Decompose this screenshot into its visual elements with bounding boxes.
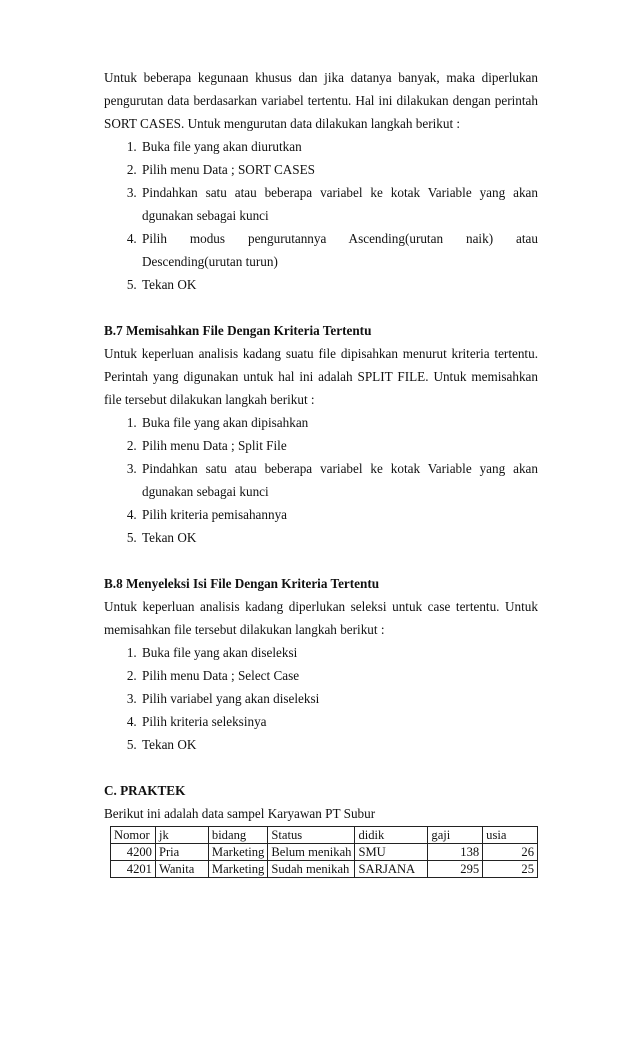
list-item: 1. Buka file yang akan dipisahkan bbox=[140, 411, 538, 434]
table-header-cell: didik bbox=[355, 827, 428, 844]
table-cell: Marketing bbox=[208, 844, 267, 861]
list-item: 4. Pilih modus pengurutannya Ascending(urutan naik) atau Descending(urutan turun) bbox=[140, 227, 538, 273]
list-item: 2. Pilih menu Data ; Select Case bbox=[140, 664, 538, 687]
table-cell: 4200 bbox=[111, 844, 156, 861]
table-cell: Wanita bbox=[155, 861, 208, 878]
table-cell: 138 bbox=[428, 844, 483, 861]
table-header-cell: Nomor bbox=[111, 827, 156, 844]
intro-paragraph: Untuk beberapa kegunaan khusus dan jika datanya banyak, maka diperlukan pengurutan data berdasarkan variabel tertentu. Hal ini dilakukan dengan perintah SORT CASES. Untuk mengurutan data dilakukan langkah berikut : bbox=[104, 70, 538, 131]
select-steps-list bbox=[104, 641, 538, 756]
table-cell: SMU bbox=[355, 844, 428, 861]
praktek-intro: Berikut ini adalah data sampel Karyawan PT Subur bbox=[104, 806, 376, 821]
list-item: 5. Tekan OK bbox=[140, 733, 538, 756]
list-item: 4. Pilih kriteria seleksinya bbox=[140, 710, 538, 733]
list-item: 1. Buka file yang akan diseleksi bbox=[140, 641, 538, 664]
table-cell: 25 bbox=[483, 861, 538, 878]
table-header-cell: usia bbox=[483, 827, 538, 844]
section-heading-b7: B.7 Memisahkan File Dengan Kriteria Tertentu bbox=[104, 323, 372, 338]
table-cell: Sudah menikah bbox=[268, 861, 355, 878]
list-item: 4. Pilih kriteria pemisahannya bbox=[140, 503, 538, 526]
split-steps-list bbox=[104, 411, 538, 549]
list-item: 1. Buka file yang akan diurutkan bbox=[140, 135, 538, 158]
b7-paragraph: Untuk keperluan analisis kadang suatu file dipisahkan menurut kriteria tertentu. Perintah yang digunakan untuk hal ini adalah SPLIT FILE. Untuk memisahkan file tersebut dilakukan langkah berikut : bbox=[104, 346, 538, 407]
table-cell: 295 bbox=[428, 861, 483, 878]
table-cell: Belum menikah bbox=[268, 844, 355, 861]
list-item: 5. Tekan OK bbox=[140, 273, 538, 296]
list-item: 2. Pilih menu Data ; Split File bbox=[140, 434, 538, 457]
employee-data-table bbox=[110, 826, 538, 878]
section-heading-praktek: C. PRAKTEK bbox=[104, 783, 186, 798]
section-heading-b8: B.8 Menyeleksi Isi File Dengan Kriteria Tertentu bbox=[104, 576, 380, 591]
sort-steps-list bbox=[104, 135, 538, 296]
list-item: 3. Pilih variabel yang akan diseleksi bbox=[140, 687, 538, 710]
table-header-cell: bidang bbox=[208, 827, 267, 844]
list-item: 3. Pindahkan satu atau beberapa variabel ke kotak Variable yang akan dgunakan sebagai kunci bbox=[140, 457, 538, 503]
table-header-cell: jk bbox=[155, 827, 208, 844]
table-cell: 26 bbox=[483, 844, 538, 861]
list-item: 5. Tekan OK bbox=[140, 526, 538, 549]
b8-paragraph: Untuk keperluan analisis kadang diperlukan seleksi untuk case tertentu. Untuk memisahkan file tersebut dilakukan langkah berikut : bbox=[104, 599, 538, 637]
table-cell: Pria bbox=[155, 844, 208, 861]
list-item: 2. Pilih menu Data ; SORT CASES bbox=[140, 158, 538, 181]
list-item: 3. Pindahkan satu atau beberapa variabel ke kotak Variable yang akan dgunakan sebagai kunci bbox=[140, 181, 538, 227]
table-header-row bbox=[111, 827, 538, 844]
table-cell: SARJANA bbox=[355, 861, 428, 878]
document-page bbox=[104, 66, 538, 878]
table-header-cell: gaji bbox=[428, 827, 483, 844]
table-cell: 4201 bbox=[111, 861, 156, 878]
table-row bbox=[111, 861, 538, 878]
table-cell: Marketing bbox=[208, 861, 267, 878]
table-header-cell: Status bbox=[268, 827, 355, 844]
table-row bbox=[111, 844, 538, 861]
